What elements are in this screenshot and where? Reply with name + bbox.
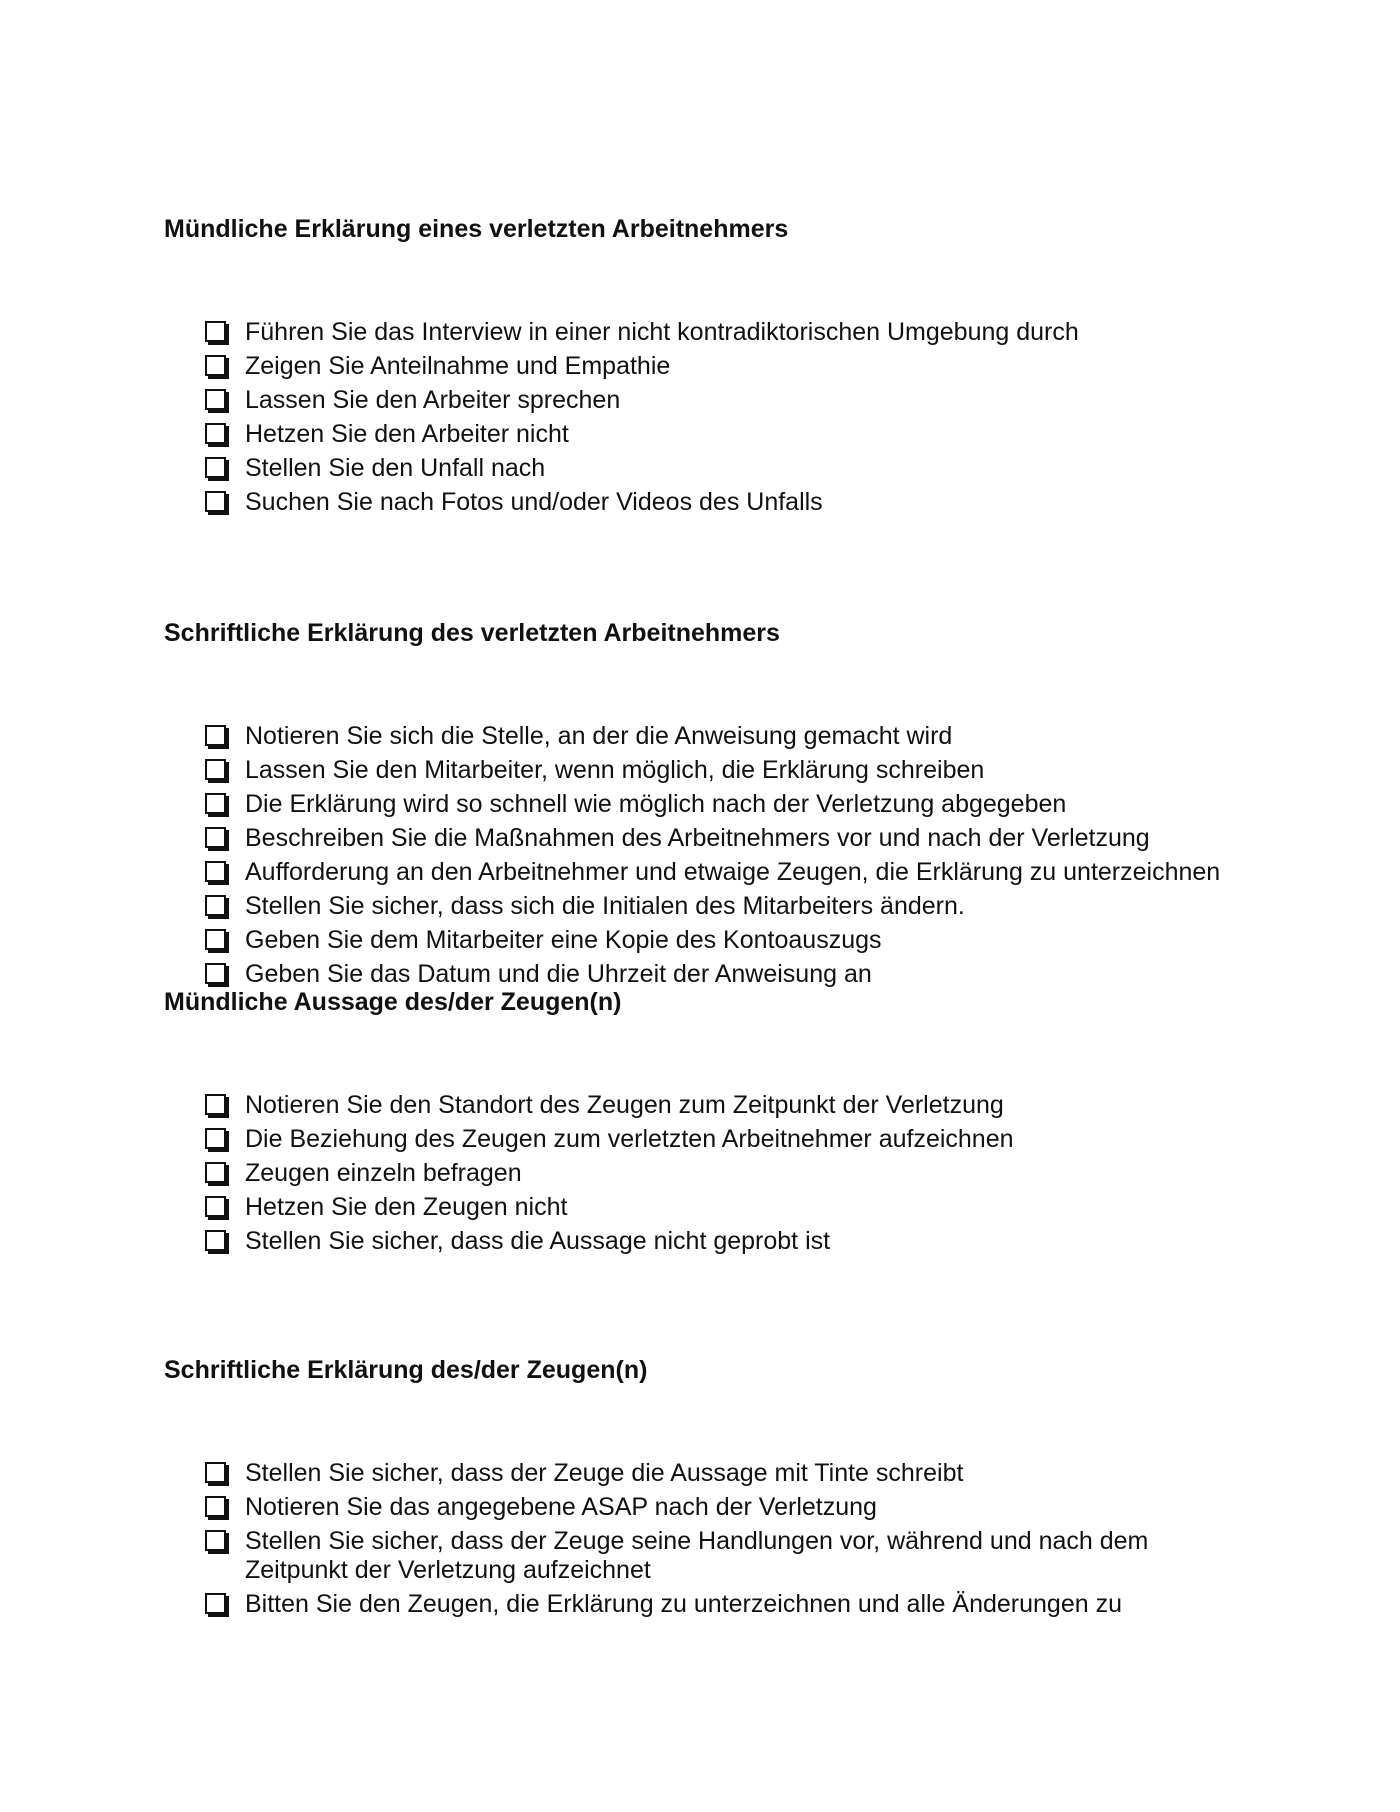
checkbox-icon[interactable]	[205, 1593, 226, 1614]
checkbox-icon[interactable]	[205, 1162, 226, 1183]
checklist-item	[205, 1125, 1014, 1154]
checkbox-icon[interactable]	[205, 423, 226, 444]
checkbox-icon[interactable]	[205, 389, 226, 410]
checkbox-icon[interactable]	[205, 1196, 226, 1217]
checklist-item	[205, 824, 1220, 853]
checklist-item	[205, 892, 1220, 921]
checklist-item-label: Stellen Sie sicher, dass der Zeuge die Aussage mit Tinte schreibt	[245, 1459, 964, 1487]
checklist-item-label: Geben Sie dem Mitarbeiter eine Kopie des Kontoauszugs	[245, 926, 882, 954]
checklist-item	[205, 1527, 1195, 1585]
checklist-item	[205, 1493, 1195, 1522]
checklist-item-label: Suchen Sie nach Fotos und/oder Videos des Unfalls	[245, 488, 823, 516]
checkbox-icon[interactable]	[205, 1530, 226, 1551]
checklist-item	[205, 386, 1079, 415]
checkbox-icon[interactable]	[205, 491, 226, 512]
checklist-item	[205, 1227, 1014, 1256]
checklist-item-label: Stellen Sie sicher, dass sich die Initialen des Mitarbeiters ändern.	[245, 892, 965, 920]
checklist-item	[205, 454, 1079, 483]
checklist-item-label: Zeugen einzeln befragen	[245, 1159, 522, 1187]
checklist-item	[205, 1459, 1195, 1488]
checklist-item	[205, 352, 1079, 381]
checklist-item	[205, 420, 1079, 449]
checklist-item-label: Die Beziehung des Zeugen zum verletzten Arbeitnehmer aufzeichnen	[245, 1125, 1014, 1153]
checklist-item	[205, 960, 1220, 989]
checklist-3	[205, 1091, 1014, 1261]
checkbox-icon[interactable]	[205, 759, 226, 780]
checklist-item	[205, 858, 1220, 887]
checklist-item-label: Geben Sie das Datum und die Uhrzeit der Anweisung an	[245, 960, 872, 988]
checkbox-icon[interactable]	[205, 355, 226, 376]
checkbox-icon[interactable]	[205, 861, 226, 882]
checkbox-icon[interactable]	[205, 963, 226, 984]
checklist-item	[205, 1159, 1014, 1188]
checkbox-icon[interactable]	[205, 929, 226, 950]
checklist-item-label: Notieren Sie das angegebene ASAP nach der Verletzung	[245, 1493, 877, 1521]
checklist-item-label: Notieren Sie sich die Stelle, an der die Anweisung gemacht wird	[245, 722, 953, 750]
checklist-item-label: Führen Sie das Interview in einer nicht kontradiktorischen Umgebung durch	[245, 318, 1079, 346]
checklist-item-label: Stellen Sie sicher, dass der Zeuge seine Handlungen vor, während und nach dem Zeitpunkt der Verletzung aufzeichnet	[245, 1527, 1149, 1584]
checklist-item	[205, 1590, 1195, 1619]
checklist-item	[205, 1193, 1014, 1222]
checklist-item-label: Aufforderung an den Arbeitnehmer und etwaige Zeugen, die Erklärung zu unterzeichnen	[245, 858, 1221, 886]
checkbox-icon[interactable]	[205, 321, 226, 342]
checklist-item-label: Hetzen Sie den Arbeiter nicht	[245, 420, 569, 448]
checkbox-icon[interactable]	[205, 1496, 226, 1517]
checklist-item-label: Stellen Sie den Unfall nach	[245, 454, 546, 482]
checklist-item-label: Beschreiben Sie die Maßnahmen des Arbeitnehmers vor und nach der Verletzung	[245, 824, 1150, 852]
checklist-item-label: Lassen Sie den Mitarbeiter, wenn möglich, die Erklärung schreiben	[245, 756, 985, 784]
checkbox-icon[interactable]	[205, 725, 226, 746]
section-heading-2: Schriftliche Erklärung des verletzten Arbeitnehmers	[164, 619, 780, 647]
checkbox-icon[interactable]	[205, 895, 226, 916]
checklist-item	[205, 1091, 1014, 1120]
checklist-2	[205, 722, 1220, 994]
checklist-item-label: Notieren Sie den Standort des Zeugen zum Zeitpunkt der Verletzung	[245, 1091, 1004, 1119]
checklist-1	[205, 318, 1079, 522]
checkbox-icon[interactable]	[205, 827, 226, 848]
checklist-item-label: Bitten Sie den Zeugen, die Erklärung zu unterzeichnen und alle Änderungen zu	[245, 1590, 1122, 1618]
checkbox-icon[interactable]	[205, 457, 226, 478]
checklist-item-label: Hetzen Sie den Zeugen nicht	[245, 1193, 568, 1221]
checkbox-icon[interactable]	[205, 1462, 226, 1483]
checklist-item-label: Lassen Sie den Arbeiter sprechen	[245, 386, 621, 414]
checkbox-icon[interactable]	[205, 793, 226, 814]
section-heading-3: Mündliche Aussage des/der Zeugen(n)	[164, 988, 622, 1016]
checklist-item	[205, 790, 1220, 819]
checkbox-icon[interactable]	[205, 1230, 226, 1251]
checklist-item-label: Zeigen Sie Anteilnahme und Empathie	[245, 352, 671, 380]
checkbox-icon[interactable]	[205, 1094, 226, 1115]
checklist-4	[205, 1459, 1195, 1624]
checkbox-icon[interactable]	[205, 1128, 226, 1149]
section-heading-1: Mündliche Erklärung eines verletzten Arbeitnehmers	[164, 215, 789, 243]
checklist-item	[205, 722, 1220, 751]
checklist-item	[205, 756, 1220, 785]
section-heading-4: Schriftliche Erklärung des/der Zeugen(n)	[164, 1356, 648, 1384]
checklist-item-label: Die Erklärung wird so schnell wie möglich nach der Verletzung abgegeben	[245, 790, 1067, 818]
checklist-item	[205, 926, 1220, 955]
checklist-item	[205, 488, 1079, 517]
checklist-item	[205, 318, 1079, 347]
checklist-item-label: Stellen Sie sicher, dass die Aussage nicht geprobt ist	[245, 1227, 831, 1255]
